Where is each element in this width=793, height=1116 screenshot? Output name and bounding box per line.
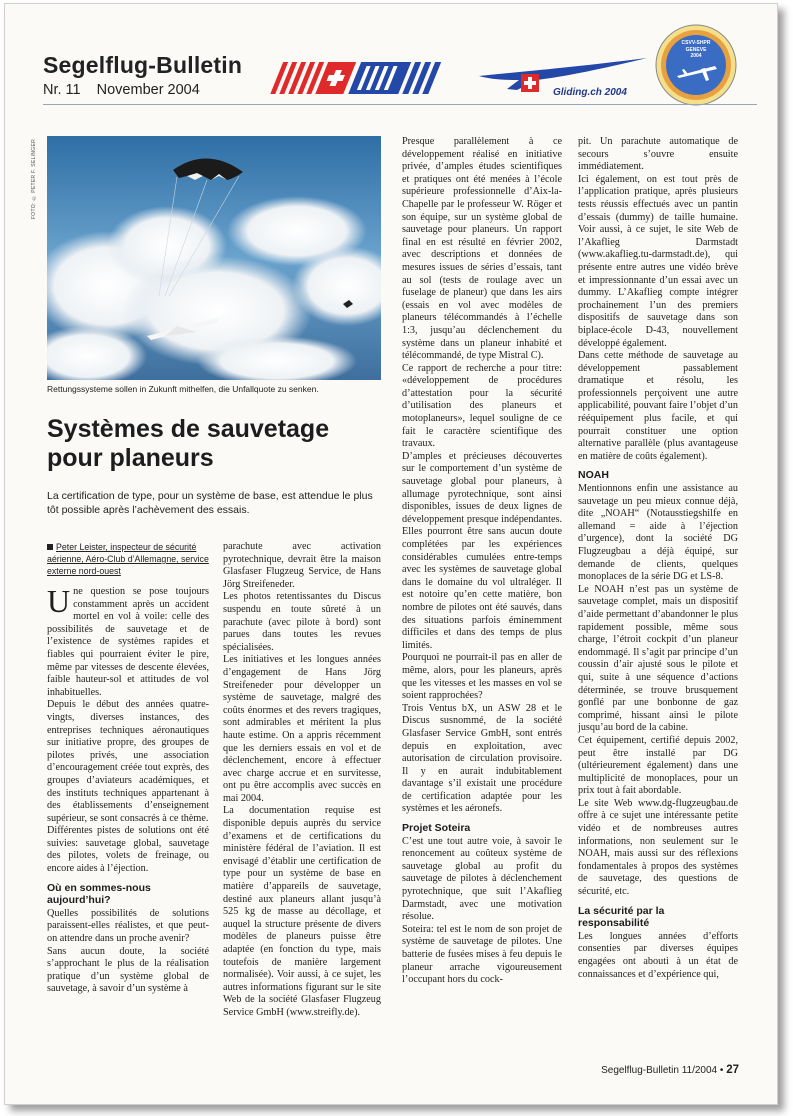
paragraph: Les photos retentissantes du Discus suspendu en toute sûreté à un parachute (avec pilote à bord) sont parues dans toutes les revues spécialisées. (223, 591, 381, 653)
dropcap: U (47, 583, 71, 619)
article-column-4 (578, 136, 738, 981)
article-column-2 (223, 541, 381, 1020)
footer-bullet: • (719, 1065, 724, 1076)
badge-line2: GENEVE (685, 47, 707, 53)
author-text: Peter Leister, inspecteur de sécurité aérienne, Aéro-Club d’Allemagne, service externe nord-ouest (47, 542, 209, 576)
paragraph: parachute avec activation pyrotechnique, devrait être la maison Glasfaser Flugzeug Service, de Hans Jörg Streifeneder. (223, 541, 381, 590)
paragraph: Les longues années d’efforts consenties par diverses équipes engagées ont abouti à un état de connaissances et d’expérience qui, (578, 930, 738, 980)
parachute-glider-photo (47, 136, 381, 380)
paragraph: Ce rapport de recherche a pour titre: «développement de procédures d’attestation pour la sécurité d’utilisation des planeurs et motoplaneurs», lequel souligne de ce fait le caractère scientifique des travaux. (402, 362, 562, 450)
paragraph: Le site Web www.dg-flugzeugbau.de offre à ce sujet une intéressante petite vidéo et de nombreuses autres informations, non seulement sur le NOAH, mais aussi sur des réflexions fondamentales à propos des systèmes de sauvetage, des questions de sécurité, etc. (578, 797, 738, 898)
paragraph: Quelles possibilités de solutions paraissent-elles réalistes, et que peut-on attendre dans un proche avenir? (47, 907, 209, 945)
page-number: 27 (726, 1064, 739, 1076)
subheading: Où en sommes-nous aujourd’hui? (47, 881, 151, 907)
footer-publication: Segelflug-Bulletin 11/2004 (601, 1065, 718, 1076)
badge-line1: CSVV-SHPR (681, 40, 711, 46)
article-lead: La certification de type, pour un système de base, est attendue le plus tôt possible après l’achèvement des essais. (47, 490, 373, 516)
paragraph: Sans aucun doute, la société s’approchant le plus de la réalisation pratique d’un système global de sauvetage, à savoir d’un système à (47, 945, 209, 995)
swiss-stripes-logo (270, 60, 470, 98)
subheading: La sécurité par la responsabilité (578, 904, 665, 930)
paragraph: D’amples et précieuses découvertes sur le comportement d’un système de sauvetage global pour planeurs, à allumage pyrotechnique, sont ainsi disponibles, issues de deux lignes de développement presque indépendantes. Elles pourront être sans aucun doute complétées par les expériences considérables cumulées entre-temps avec les systèmes de sauvetage global dans le domaine du vol ultraléger. Il est notoire qu’en cette matière, bon nombre de pilotes ont été sauvés, dans des situations parfois éminemment difficiles et dans des temps de plus limités. (402, 450, 562, 651)
event-badge (655, 24, 737, 106)
issue-line (43, 82, 212, 98)
page-footer (545, 1064, 739, 1076)
article-column-3 (402, 136, 562, 987)
issue-number: Nr. 11 (43, 82, 81, 98)
paragraph (47, 583, 209, 699)
square-bullet-icon (47, 544, 53, 550)
header-divider (43, 104, 757, 105)
paragraph: Soteira: tel est le nom de son projet de système de sauvetage de pilotes. Une batterie de fusées mises à feu depuis le planeur arrache vigoureusement l’occupant hors du cock- (402, 923, 562, 986)
paragraph: Depuis le début des années quatre-vingts, diverses instances, des entreprises techniques aéronautiques sur initiative propre, des groupes de pilotes privés, une association d’encouragement créée tout exprès, des groupes d’aviateurs académiques, et des instituts techniques appartenant à des établissements d’enseignement supérieur, se sont consacrés à ce thème. (47, 699, 209, 824)
photo-credit: FOTO: © PETER F. SELINGER (31, 139, 37, 220)
paragraph: Trois Ventus bX, un ASW 28 et le Discus susnommé, de la société Glasfaser Service GmbH, sont entrés depuis en exploitation, avec autorisation de circulation provisoire. Il y en aurait indubitablement davantage s’il existait une procédure de certification adaptée pour les systèmes et les aéronefs. (402, 702, 562, 815)
issue-date: November 2004 (96, 82, 200, 98)
paragraph: Les initiatives et les longues années d’engagement de Hans Jörg Streifeneder pour développer un système de sauvetage, malgré des coûts énormes et des revers tragiques, sont admirables et méritent la plus haute estime. On a appris récemment que les derniers essais en vol et de déclenchement, encore à effectuer avec charge accrue et en survitesse, ont pu être accomplis avec succès en mai 2004. (223, 654, 381, 804)
paragraph: Le NOAH n’est pas un système de sauvetage complet, mais un dispositif d’aide permettant d’abandonner le plus rapidement possible, même sous charge, l’étroit cockpit d’un planeur endommagé. Il s’agit par principe d’un coussin d’air ajusté sous le pilote et qui, suite à une séquence d’actions déterminée, se trouve brusquement gonflé par une bonbonne de gaz comprimé, hissant ainsi le pilote jusqu’au bord de la cabine. (578, 583, 738, 734)
paragraph: Ici également, on est tout près de l’application pratique, après plusieurs tests réussis effectués avec un pantin d’essais (dummy) de taille humaine. Voir aussi, à ce sujet, le site Web de l’Akaflieg Darmstadt (www.akaflieg.tu-darmstadt.de), qui présente entre autres une vidéo brève et impressionnante d’un essai avec un dummy. L’Akaflieg compte intégrer prochainement l’un des premiers dispositifs de sauvetage dans son biplace-école D-43, nouvellement développé également. (578, 173, 738, 349)
publication-title: Segelflug-Bulletin (43, 52, 243, 78)
paragraph: C’est une tout autre voie, à savoir le renoncement au coûteux système de sauvetage global au profit du sauvetage de pilotes à déclenchement pyrotechnique, que suit l’Akaflieg Darmstadt, avec une motivation résolue. (402, 835, 562, 923)
badge-line3: 2004 (690, 53, 702, 59)
paragraph: Pourquoi ne pourrait-il pas en aller de même, alors, pour les planeurs, après que les vitesses et les masses en vol se soient rapprochées? (402, 652, 562, 702)
article-column-1 (47, 541, 209, 996)
paragraph: Mentionnons enfin une assistance au sauvetage un peu mieux connue déjà, dite „NOAH“ (Notausstiegshilfe en allemand = aide à l’éjection d’urgence), dont la société DG Flugzeugbau a déjà équipé, sur demande de clients, quelques monoplaces de la série DG et LS-8. (578, 483, 738, 583)
paragraph: La documentation requise est disponible depuis auprès du service d’examens et de certifications du ministère fédéral de l’aviation. Il est envisagé d’établir une certification de type pour un système de base en matière d’appareils de sauvetage, destiné aux planeurs allant jusqu’à 525 kg de masse au décollage, et auquel la structure présente de divers modèles de planeurs puisse être adaptée (en fonction du type, mais toutefois de manière largement normalisée). Voir aussi, à ce sujet, les autres informations figurant sur le site Web de la société Glasfaser Flugzeug Service GmbH (www.streifly.de). (223, 805, 381, 1018)
paragraph: Cet équipement, certifié depuis 2002, peut être installé par DG (ultérieurement également) dans une multiplicité de monoplaces, pour un prix tout à fait abordable. (578, 734, 738, 797)
photo-caption: Rettungssysteme sollen in Zukunft mithelfen, die Unfallquote zu senken. (47, 384, 319, 394)
author-line (47, 541, 209, 577)
paragraph: pit. Un parachute automatique de secours s’ouvre ensuite immédiatement. (578, 136, 738, 173)
magazine-page (4, 3, 778, 1105)
gliding-logo-text: Gliding.ch 2004 (553, 87, 627, 98)
paragraph: Différentes pistes de solutions ont été suivies: sauvetage global, sauvetage des pilotes, volets de freinage, ou encore aides à l’éjection. (47, 825, 209, 875)
paragraph: Presque parallèlement à ce développement réalisé en initiative privée, d’amples études scientifiques et pratiques ont été menées à l’école supérieure professionnelle d’Aix-la-Chapelle par le professeur W. Röger et son équipe, sur un système global de sauvetage pour planeurs. Un rapport final en est résulté en février 2002, avec descriptions et données de mesures issues de séries d’essais, tant au sol (tests de roulage avec un fuselage de planeur) que dans les airs (essais en vol avec modèles de planeurs télécommandés à l’échelle 1:3, jusqu’au déclenchement du système dans un planeur inhabité et télécommandé, de type Mistral C). (402, 136, 562, 362)
paragraph: Dans cette méthode de sauvetage au développement passablement dramatique et résolu, les professionnels perçoivent une autre applicabilité, pouvant faire l’objet d’un rééquipement plus facile, et qui pourrait constituer une option alternative parallèle (plus avantageuse en matière de coûts également). (578, 350, 738, 462)
article-headline: Systèmes de sauvetage pour planeurs (47, 415, 330, 472)
paragraph-text: ne question se pose toujours constamment après un accident mortel en vol à voile: celle des possibilités de sauvetage et de l’existence de systèmes rapides et fiables qui pourraient éviter le pire, même par vitesses de descente élevées, faible hauteur-sol et attitudes de vol inhabituelles. (47, 586, 209, 698)
subheading: Projet Soteira (402, 822, 471, 835)
subheading: NOAH (578, 469, 609, 482)
